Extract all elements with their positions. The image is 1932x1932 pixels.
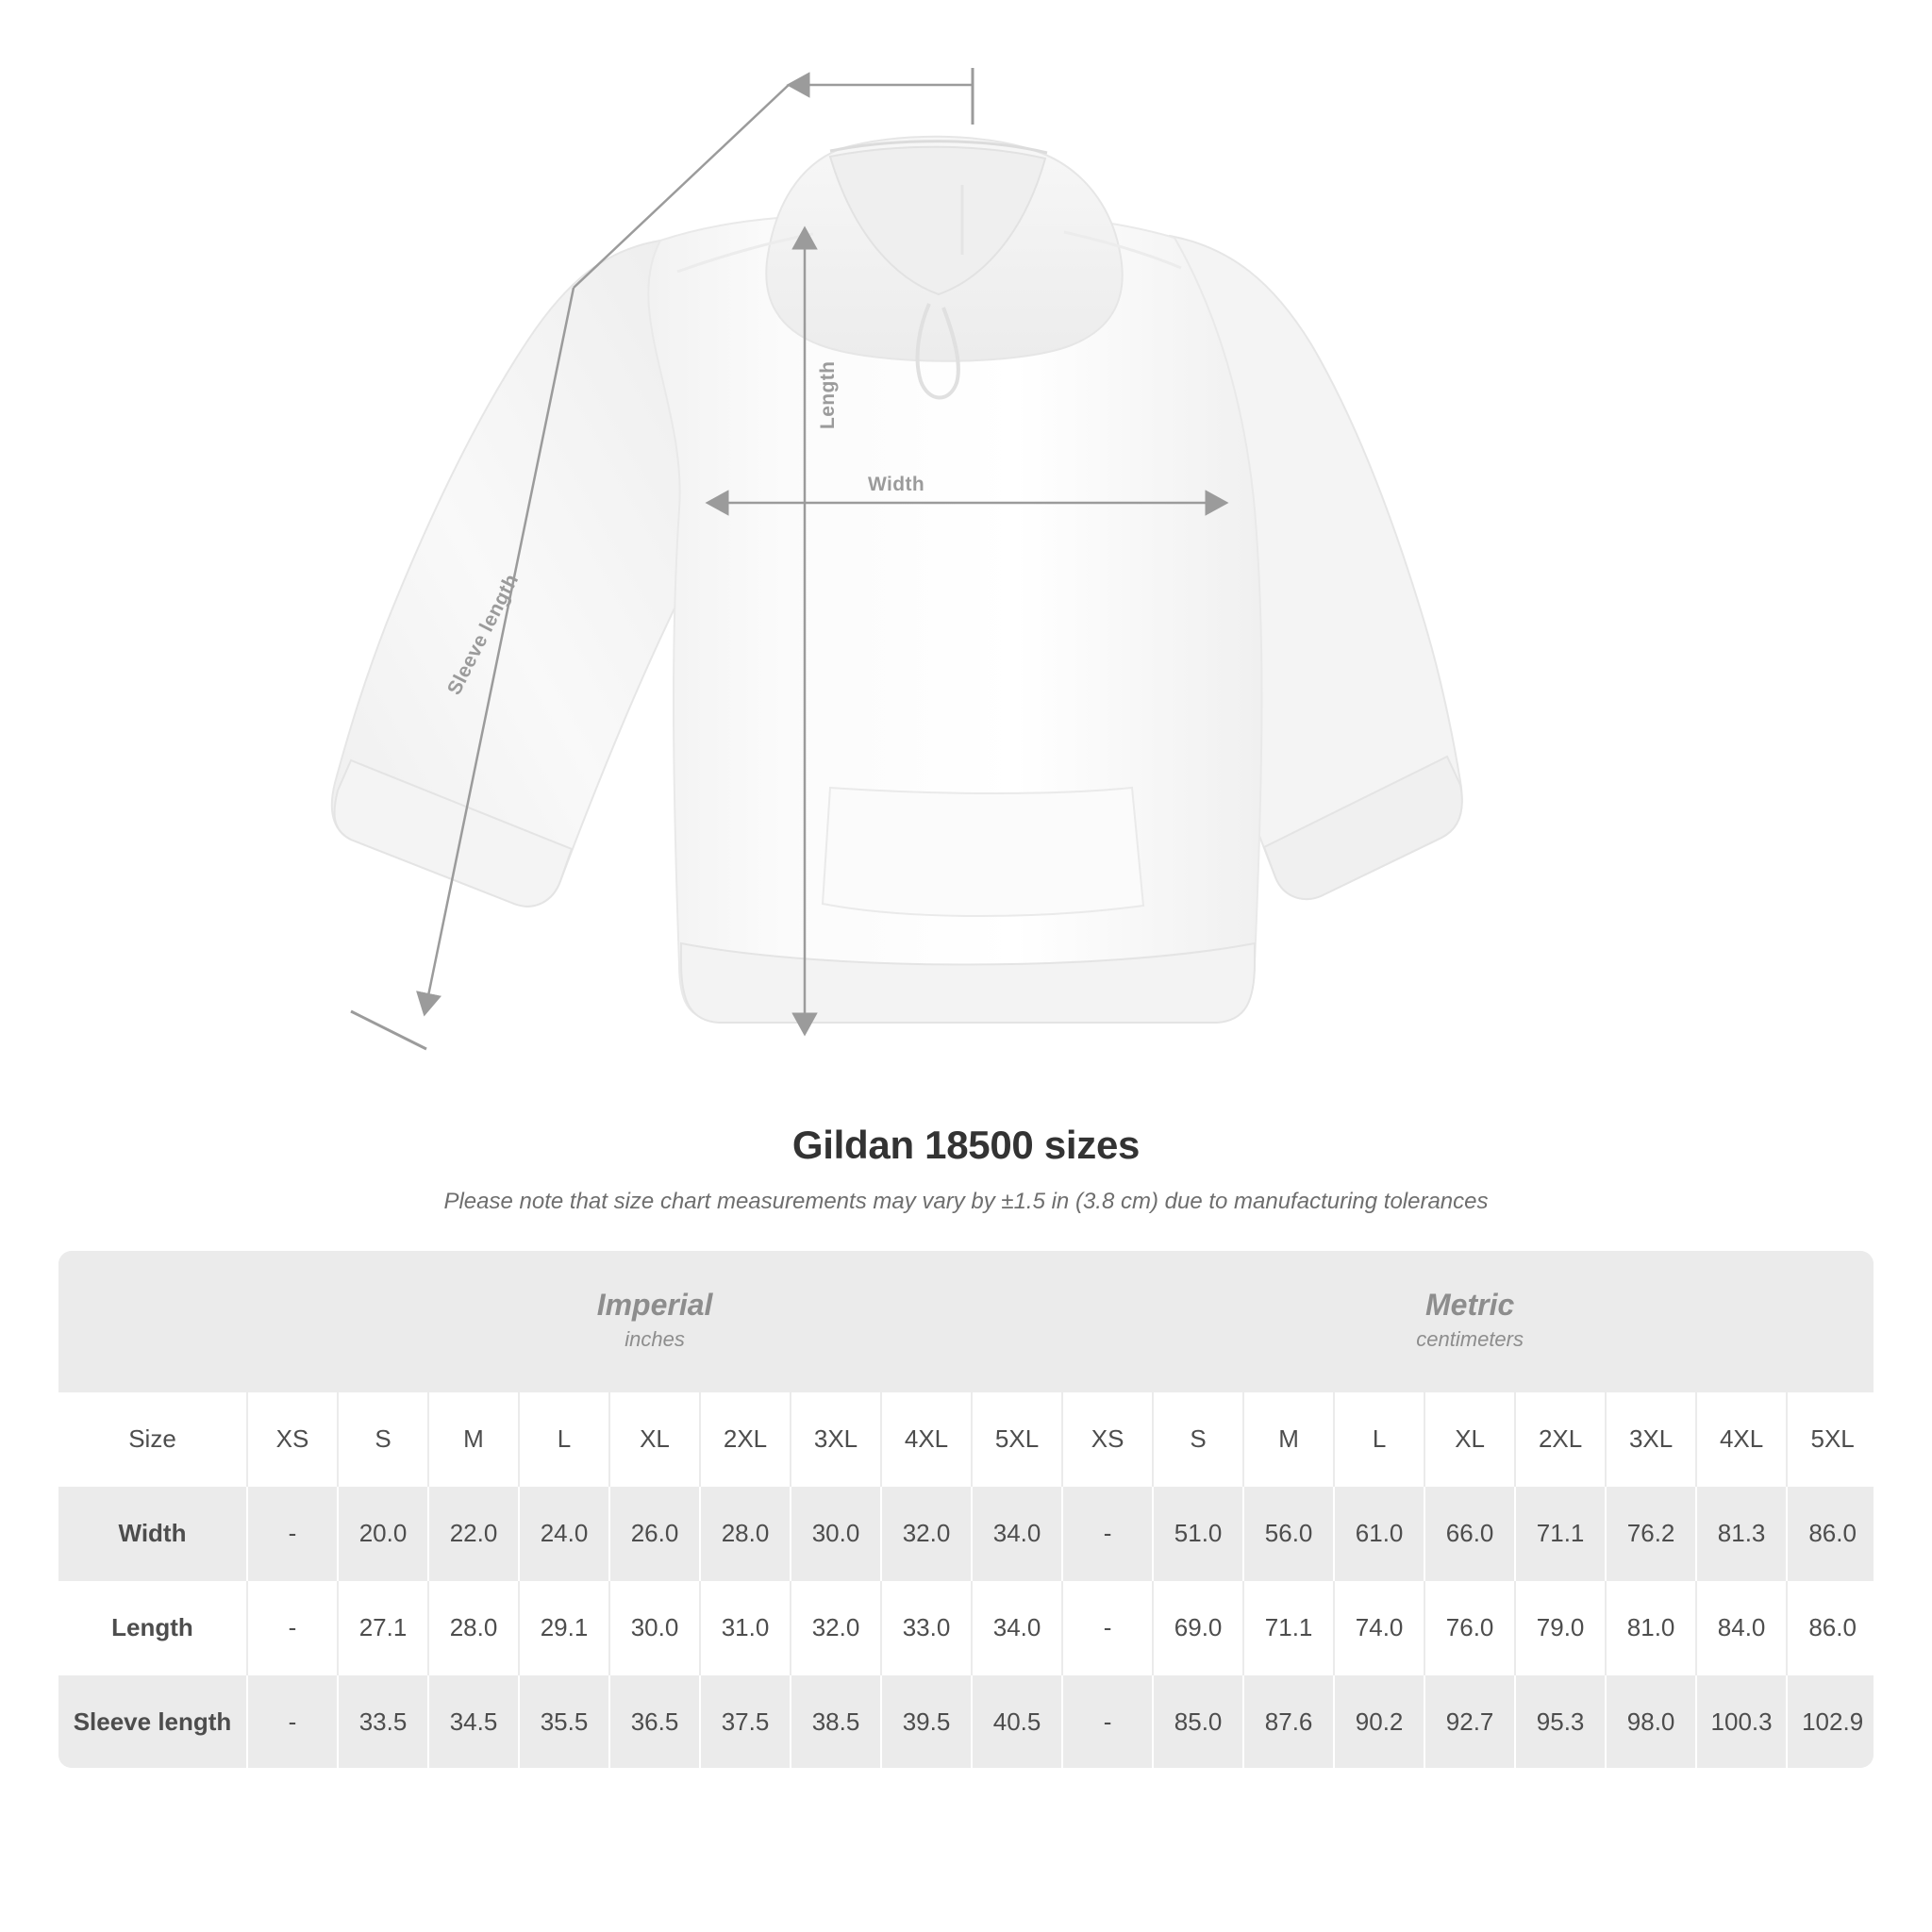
cell-width-imperial-4xl: 32.0 <box>881 1486 972 1580</box>
cell-length-metric-l: 74.0 <box>1334 1580 1424 1674</box>
title-block <box>0 1123 1932 1215</box>
cell-width-metric-m: 56.0 <box>1243 1486 1334 1580</box>
cell-sleeve-metric-xl: 92.7 <box>1424 1674 1515 1768</box>
unit-spacer <box>58 1251 247 1392</box>
unit-metric <box>1062 1251 1874 1392</box>
cell-sleeve-imperial-xs: - <box>247 1674 338 1768</box>
cell-width-metric-3xl: 76.2 <box>1606 1486 1696 1580</box>
cell-sleeve-imperial-4xl: 39.5 <box>881 1674 972 1768</box>
cell-sleeve-metric-l: 90.2 <box>1334 1674 1424 1768</box>
unit-imperial-name: Imperial <box>596 1288 713 1322</box>
size-col-metric-xs: XS <box>1062 1392 1153 1486</box>
cell-length-metric-m: 71.1 <box>1243 1580 1334 1674</box>
row-label-length: Length <box>58 1580 247 1674</box>
row-label-width: Width <box>58 1486 247 1580</box>
size-col-imperial-4xl: 4XL <box>881 1392 972 1486</box>
cell-width-imperial-l: 24.0 <box>519 1486 609 1580</box>
cell-length-metric-s: 69.0 <box>1153 1580 1243 1674</box>
cell-sleeve-metric-2xl: 95.3 <box>1515 1674 1606 1768</box>
unit-imperial-sub: inches <box>625 1326 685 1351</box>
size-table <box>58 1251 1874 1768</box>
cell-width-metric-xs: - <box>1062 1486 1153 1580</box>
size-col-metric-l: L <box>1334 1392 1424 1486</box>
size-col-imperial-m: M <box>428 1392 519 1486</box>
size-col-metric-2xl: 2XL <box>1515 1392 1606 1486</box>
size-col-imperial-l: L <box>519 1392 609 1486</box>
size-table-container <box>58 1251 1874 1768</box>
cell-width-imperial-2xl: 28.0 <box>700 1486 791 1580</box>
cell-length-metric-3xl: 81.0 <box>1606 1580 1696 1674</box>
size-col-imperial-s: S <box>338 1392 428 1486</box>
cell-width-metric-4xl: 81.3 <box>1696 1486 1787 1580</box>
size-col-imperial-5xl: 5XL <box>972 1392 1062 1486</box>
size-header-row <box>58 1392 1874 1486</box>
cell-width-metric-5xl: 86.0 <box>1787 1486 1874 1580</box>
cell-sleeve-imperial-s: 33.5 <box>338 1674 428 1768</box>
cell-length-imperial-m: 28.0 <box>428 1580 519 1674</box>
cell-sleeve-imperial-m: 34.5 <box>428 1674 519 1768</box>
cell-length-imperial-xs: - <box>247 1580 338 1674</box>
size-col-metric-4xl: 4XL <box>1696 1392 1787 1486</box>
cell-sleeve-metric-s: 85.0 <box>1153 1674 1243 1768</box>
size-col-metric-xl: XL <box>1424 1392 1515 1486</box>
unit-metric-sub: centimeters <box>1416 1326 1524 1351</box>
cell-length-imperial-3xl: 32.0 <box>791 1580 881 1674</box>
cell-width-metric-l: 61.0 <box>1334 1486 1424 1580</box>
cell-length-metric-4xl: 84.0 <box>1696 1580 1787 1674</box>
sleeve-length-label: Sleeve length <box>443 570 524 699</box>
cell-length-imperial-2xl: 31.0 <box>700 1580 791 1674</box>
cell-width-metric-xl: 66.0 <box>1424 1486 1515 1580</box>
row-label-sleeve-length: Sleeve length <box>58 1674 247 1768</box>
table-row <box>58 1486 1874 1580</box>
cell-length-imperial-s: 27.1 <box>338 1580 428 1674</box>
unit-header-row <box>58 1251 1874 1392</box>
cell-sleeve-metric-xs: - <box>1062 1674 1153 1768</box>
unit-metric-name: Metric <box>1425 1288 1515 1322</box>
size-col-metric-s: S <box>1153 1392 1243 1486</box>
cell-length-imperial-4xl: 33.0 <box>881 1580 972 1674</box>
cell-length-metric-xs: - <box>1062 1580 1153 1674</box>
length-label: Length <box>817 360 839 429</box>
cell-length-imperial-l: 29.1 <box>519 1580 609 1674</box>
table-row <box>58 1580 1874 1674</box>
cell-length-metric-2xl: 79.0 <box>1515 1580 1606 1674</box>
cell-length-imperial-5xl: 34.0 <box>972 1580 1062 1674</box>
cell-sleeve-imperial-l: 35.5 <box>519 1674 609 1768</box>
tolerance-note: Please note that size chart measurements may vary by ±1.5 in (3.8 cm) due to manufacturing tolerances <box>443 1189 1489 1214</box>
cell-sleeve-imperial-2xl: 37.5 <box>700 1674 791 1768</box>
cell-width-imperial-5xl: 34.0 <box>972 1486 1062 1580</box>
cell-sleeve-metric-4xl: 100.3 <box>1696 1674 1787 1768</box>
cell-width-metric-s: 51.0 <box>1153 1486 1243 1580</box>
table-row <box>58 1674 1874 1768</box>
size-col-imperial-xs: XS <box>247 1392 338 1486</box>
cell-sleeve-metric-3xl: 98.0 <box>1606 1674 1696 1768</box>
cell-width-metric-2xl: 71.1 <box>1515 1486 1606 1580</box>
size-col-metric-3xl: 3XL <box>1606 1392 1696 1486</box>
cell-sleeve-imperial-5xl: 40.5 <box>972 1674 1062 1768</box>
cell-sleeve-metric-5xl: 102.9 <box>1787 1674 1874 1768</box>
size-col-imperial-3xl: 3XL <box>791 1392 881 1486</box>
width-label: Width <box>868 474 925 495</box>
cell-width-imperial-xs: - <box>247 1486 338 1580</box>
unit-imperial <box>247 1251 1062 1392</box>
size-col-imperial-2xl: 2XL <box>700 1392 791 1486</box>
cell-sleeve-metric-m: 87.6 <box>1243 1674 1334 1768</box>
cell-length-metric-xl: 76.0 <box>1424 1580 1515 1674</box>
size-col-metric-m: M <box>1243 1392 1334 1486</box>
size-col-imperial-xl: XL <box>609 1392 700 1486</box>
row-header-size: Size <box>58 1392 247 1486</box>
cell-width-imperial-3xl: 30.0 <box>791 1486 881 1580</box>
page-title: Gildan 18500 sizes <box>791 1123 1141 1167</box>
size-col-metric-5xl: 5XL <box>1787 1392 1874 1486</box>
cell-width-imperial-s: 20.0 <box>338 1486 428 1580</box>
cell-sleeve-imperial-xl: 36.5 <box>609 1674 700 1768</box>
cell-width-imperial-m: 22.0 <box>428 1486 519 1580</box>
cell-length-metric-5xl: 86.0 <box>1787 1580 1874 1674</box>
cell-width-imperial-xl: 26.0 <box>609 1486 700 1580</box>
cell-sleeve-imperial-3xl: 38.5 <box>791 1674 881 1768</box>
cell-length-imperial-xl: 30.0 <box>609 1580 700 1674</box>
